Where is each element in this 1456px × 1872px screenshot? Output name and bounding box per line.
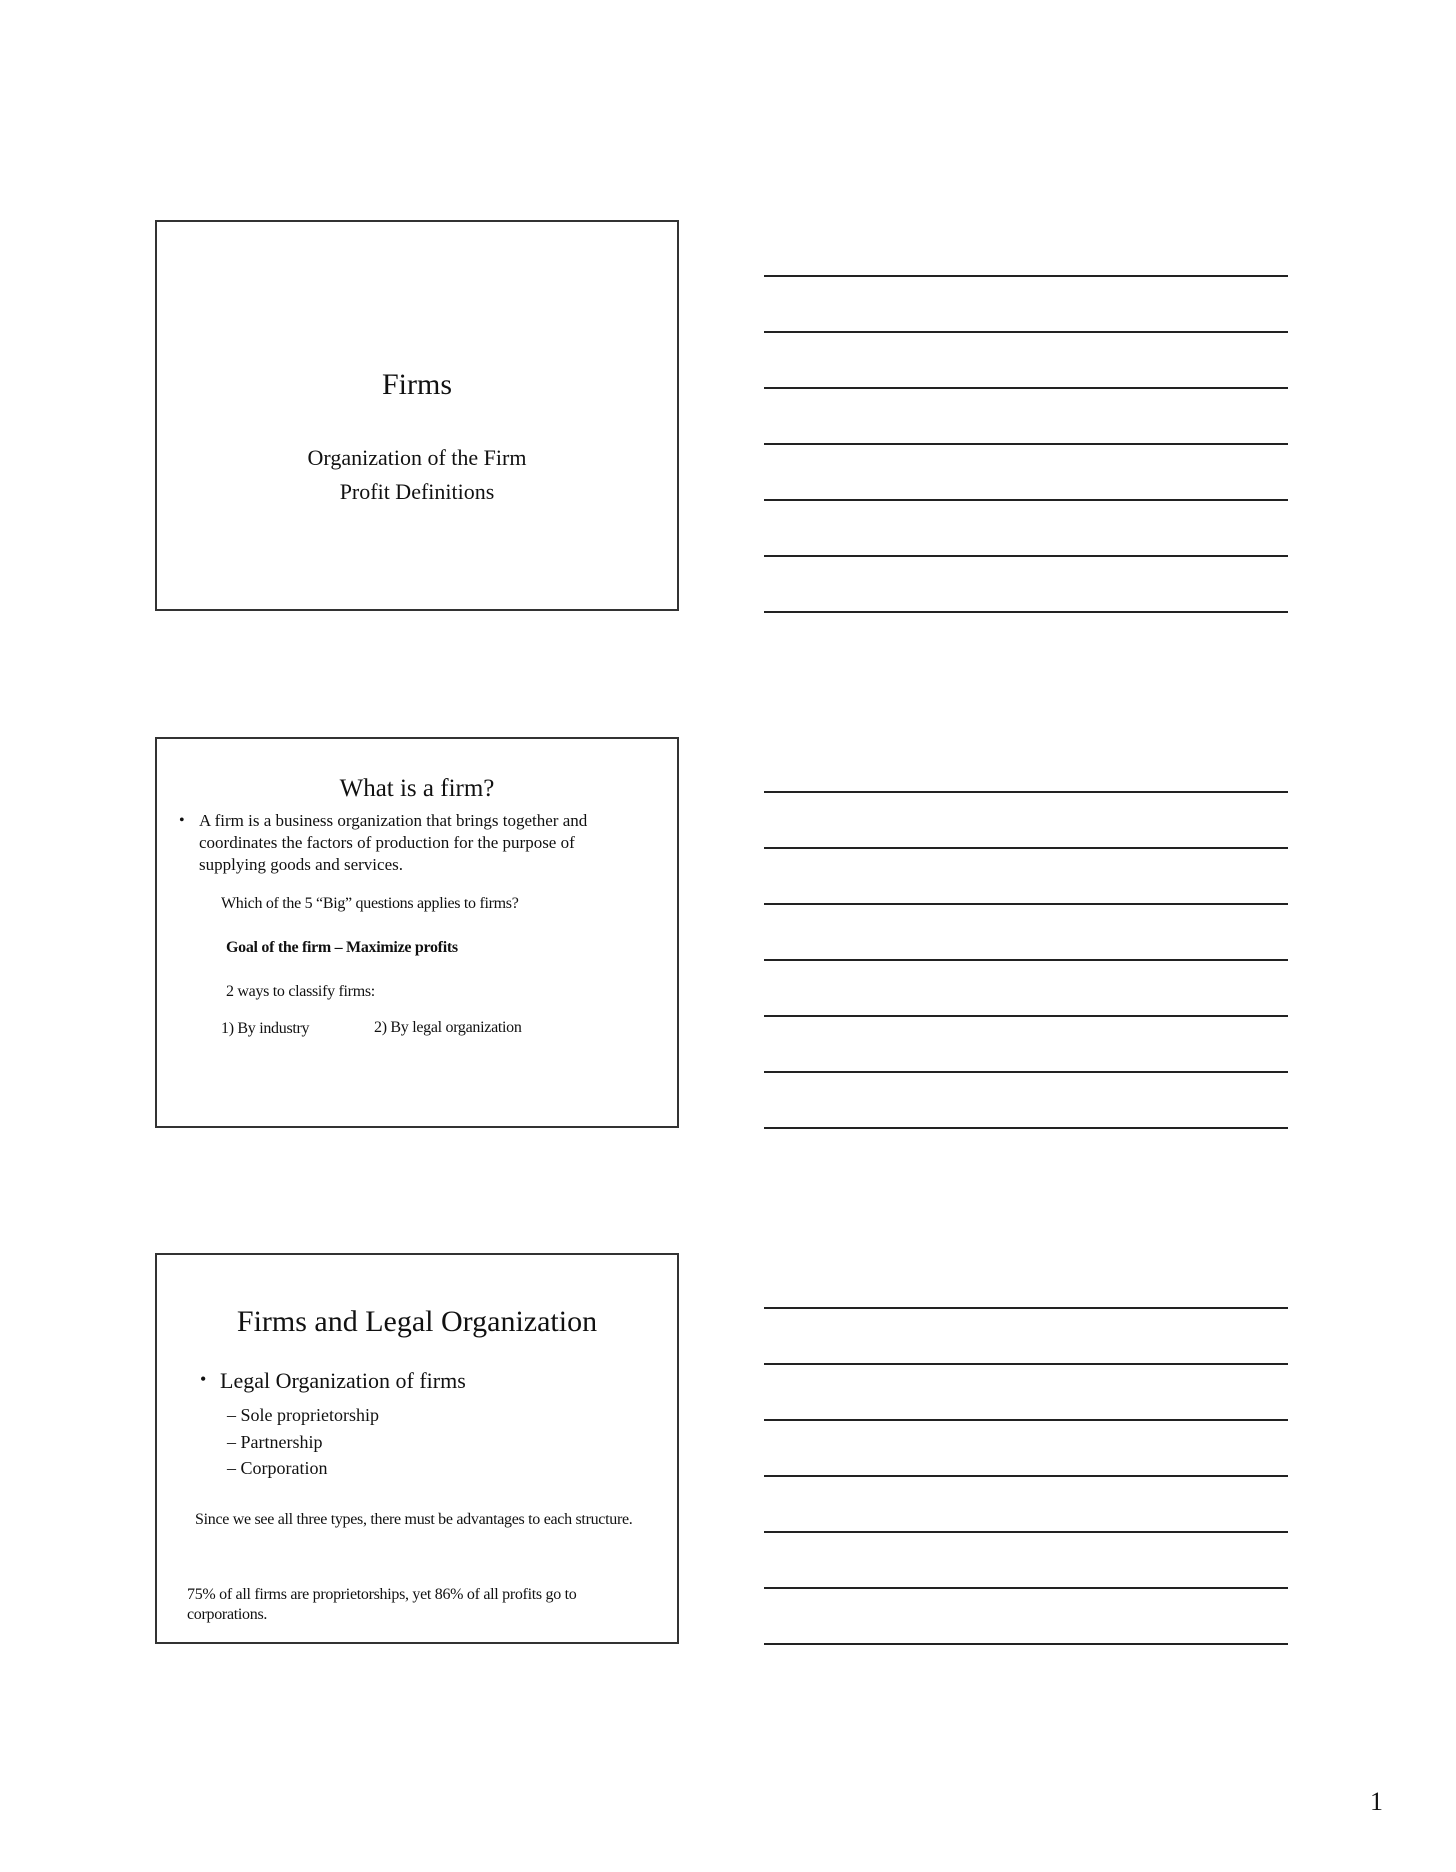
way-item: 1) By industry xyxy=(221,1020,310,1037)
sub-item xyxy=(227,1458,328,1479)
bullet-item xyxy=(200,1368,466,1394)
sub-item xyxy=(227,1432,322,1453)
note-line xyxy=(764,1015,1288,1017)
note-line xyxy=(764,331,1288,333)
page-number: 1 xyxy=(1370,1787,1383,1816)
note-line xyxy=(764,1127,1288,1129)
note-line xyxy=(764,555,1288,557)
question-text: Which of the 5 “Big” questions applies to firms? xyxy=(221,895,519,912)
slide-title: Firms and Legal Organization xyxy=(236,1305,598,1338)
note-line xyxy=(764,387,1288,389)
note-line xyxy=(764,275,1288,277)
dash-icon: – xyxy=(227,1432,236,1452)
note-line xyxy=(764,1419,1288,1421)
note-line xyxy=(764,1587,1288,1589)
goal-text: Goal of the firm – Maximize profits xyxy=(226,939,458,956)
sub-item xyxy=(227,1405,379,1426)
sub-item-text: Corporation xyxy=(240,1458,328,1478)
note-line xyxy=(764,903,1288,905)
bullet-icon: • xyxy=(200,1369,207,1389)
slide-title: Firms xyxy=(381,368,453,401)
bullet-item xyxy=(179,810,639,876)
note-line xyxy=(764,1071,1288,1073)
bullet-text: A firm is a business organization that brings together and coordinates the factors of production for the purpose of supplying goods and services. xyxy=(199,811,588,874)
dash-icon: – xyxy=(227,1458,236,1478)
bullet-text: Legal Organization of firms xyxy=(220,1368,466,1393)
dash-icon: – xyxy=(227,1405,236,1425)
note-text: Since we see all three types, there must be advantages to each structure. xyxy=(195,1511,633,1528)
note-line xyxy=(764,1475,1288,1477)
note-line xyxy=(764,1363,1288,1365)
slide-1-thumbnail xyxy=(155,220,679,611)
note-line xyxy=(764,847,1288,849)
note-line xyxy=(764,1531,1288,1533)
ways-heading: 2 ways to classify firms: xyxy=(226,983,375,1000)
note-text: 75% of all firms are proprietorships, yet 86% of all profits go to corporations. xyxy=(187,1586,577,1623)
note-line xyxy=(764,1643,1288,1645)
note-line xyxy=(764,1307,1288,1309)
slide-subtitle-line: Organization of the Firm xyxy=(307,445,527,470)
note-line xyxy=(764,443,1288,445)
slide-2-thumbnail xyxy=(155,737,679,1128)
slide-subtitle-line: Profit Definitions xyxy=(339,479,495,504)
slide-title: What is a firm? xyxy=(339,775,495,802)
note-line xyxy=(764,499,1288,501)
way-item: 2) By legal organization xyxy=(374,1019,522,1036)
slide-3-thumbnail xyxy=(155,1253,679,1644)
sub-item-text: Partnership xyxy=(240,1432,323,1452)
sub-item-text: Sole proprietorship xyxy=(240,1405,379,1425)
note-line xyxy=(764,959,1288,961)
note-line xyxy=(764,611,1288,613)
bullet-icon: • xyxy=(179,812,185,829)
note-line xyxy=(764,791,1288,793)
